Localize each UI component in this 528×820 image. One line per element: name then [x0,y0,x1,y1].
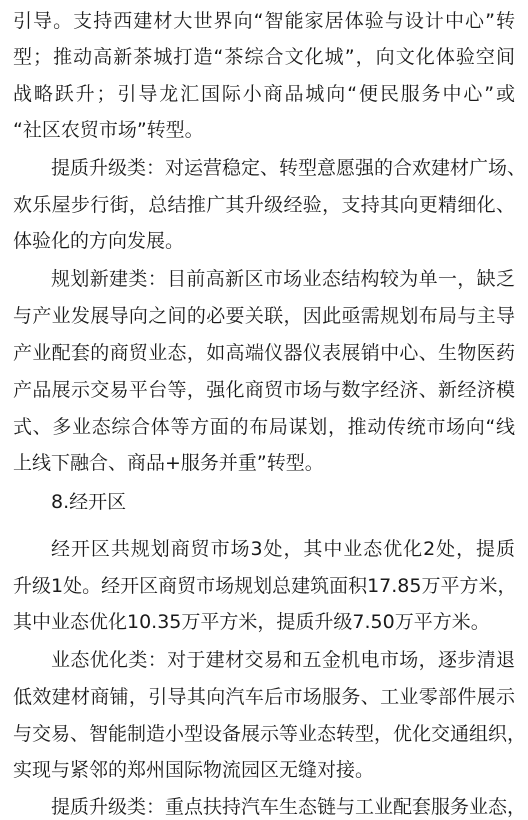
text-line: 型；推动高新茶城打造“茶综合文化城”，向文化体验空间 [13,46,515,68]
text-line: 式、多业态综合体等方面的布局谋划，推动传统市场向“线 [13,416,515,438]
paragraph-first-line: 经开区共规划商贸市场3处，其中业态优化2处，提质 [51,538,515,560]
text-line: 欢乐屋步行街，总结推广其升级经验，支持其向更精细化、 [13,194,515,216]
text-line: 体验化的方向发展。 [13,230,185,252]
paragraph-first-line: 规划新建类：目前高新区市场业态结构较为单一，缺乏 [51,268,515,290]
text-line: 低效建材商铺，引导其向汽车后市场服务、工业零部件展示 [13,686,515,708]
paragraph-first-line: 提质升级类：重点扶持汽车生态链与工业配套服务业态， [51,796,527,818]
text-line: 与产业发展导向之间的必要关联，因此亟需规划布局与主导 [13,305,515,327]
text-line: 产品展示交易平台等，强化商贸市场与数字经济、新经济模 [13,379,515,401]
text-line: 战略跃升；引导龙汇国际小商品城向“便民服务中心”或 [13,83,515,105]
text-line: 与交易、智能制造小型设备展示等业态转型，优化交通组织， [13,723,527,745]
text-line: 实现与紧邻的郑州国际物流园区无缝对接。 [13,759,375,781]
text-line: 引导。支持西建材大世界向“智能家居体验与设计中心”转 [13,10,515,32]
paragraph-first-line: 业态优化类：对于建材交易和五金机电市场，逐步清退 [51,649,515,671]
text-line: “社区农贸市场”转型。 [13,119,204,141]
paragraph-first-line: 提质升级类：对运营稳定、转型意愿强的合欢建材广场、 [51,157,527,179]
text-line: 升级1处。经开区商贸市场规划总建筑面积17.85万平方米， [13,575,517,597]
text-line: 其中业态优化10.35万平方米，提质升级7.50万平方米。 [13,611,490,633]
text-line: 产业配套的商贸业态，如高端仪器仪表展销中心、生物医药 [13,342,515,364]
text-line: 上线下融合、商品+服务并重”转型。 [13,452,324,474]
section-heading: 8.经开区 [51,491,127,513]
